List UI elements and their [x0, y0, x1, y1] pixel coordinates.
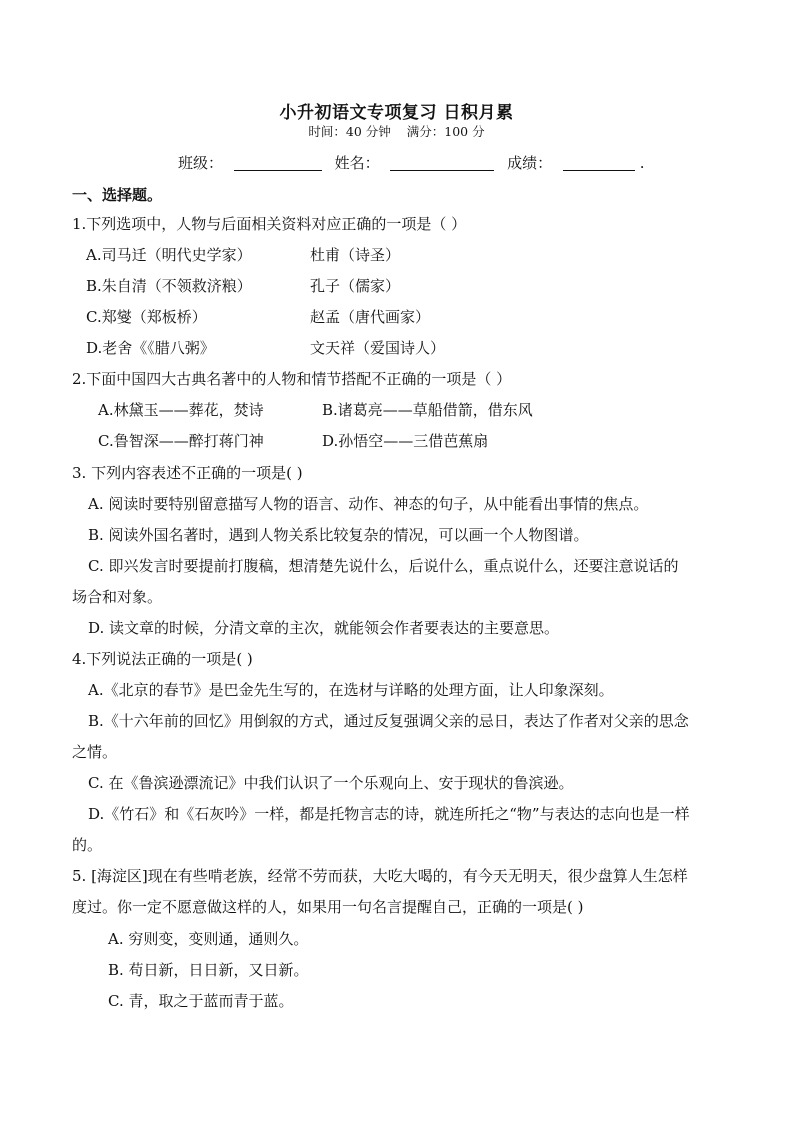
q3-option-d: D. 读文章的时候，分清文章的主次，就能领会作者要表达的主要意思。	[88, 619, 560, 637]
q3-stem: 3. 下列内容表述不正确的一项是( )	[72, 464, 303, 482]
page-title: 小升初语文专项复习 日积月累	[279, 103, 514, 123]
student-info-row	[178, 152, 645, 173]
q4-option-d: D.《竹石》和《石灰吟》一样，都是托物言志的诗，就连所托之“物”与表达的志向也是一样	[88, 805, 690, 823]
q4-stem: 4.下列说法正确的一项是( )	[72, 650, 253, 668]
q1-option-c-right: 赵孟（唐代画家）	[310, 308, 431, 326]
q5-option-b: B. 苟日新，日日新，又日新。	[108, 961, 309, 979]
full-score: 满分：100 分	[406, 124, 485, 139]
q5-option-c: C. 青，取之于蓝而青于蓝。	[108, 992, 294, 1010]
q2-stem: 2.下面中国四大古典名著中的人物和情节搭配不正确的一项是（ ）	[72, 370, 512, 388]
q3-option-a: A. 阅读时要特别留意描写人物的语言、动作、神态的句子，从中能看出事情的焦点。	[88, 495, 649, 513]
q1-option-a: A.司马迁（明代史学家）	[86, 246, 252, 264]
time-limit: 时间：40 分钟	[308, 124, 391, 139]
q1-option-c: C.郑燮（郑板桥）	[86, 308, 207, 326]
q2-option-b: B.诸葛亮——草船借箭，借东风	[322, 401, 533, 419]
name-label: 姓名：	[334, 154, 380, 172]
class-label: 班级：	[178, 154, 224, 172]
q1-option-b-right: 孔子（儒家）	[310, 277, 401, 295]
q4-option-c: C. 在《鲁滨逊漂流记》中我们认识了一个乐观向上、安于现状的鲁滨逊。	[88, 774, 574, 792]
q4-option-b: B.《十六年前的回忆》用倒叙的方式，通过反复强调父亲的忌日，表达了作者对父亲的思念	[88, 712, 689, 730]
q2-option-a: A.林黛玉——葬花，焚诗	[98, 401, 264, 419]
grade-label: 成绩：	[507, 154, 553, 172]
grade-blank[interactable]	[563, 154, 635, 171]
q3-option-c: C. 即兴发言时要提前打腹稿，想清楚先说什么，后说什么，重点说什么，还要注意说话的	[88, 557, 679, 575]
q4-option-b-cont: 之情。	[72, 743, 118, 761]
q1-stem: 1.下列选项中，人物与后面相关资料对应正确的一项是（ ）	[72, 215, 467, 233]
exam-meta	[0, 122, 793, 140]
q4-option-a: A.《北京的春节》是巴金先生写的，在选材与详略的处理方面，让人印象深刻。	[88, 681, 614, 699]
info-end: .	[639, 154, 645, 172]
q2-option-c: C.鲁智深——醉打蒋门神	[98, 432, 264, 450]
q1-option-a-right: 杜甫（诗圣）	[310, 246, 401, 264]
q5-stem-cont: 度过。你一定不愿意做这样的人，如果用一句名言提醒自己，正确的一项是( )	[72, 898, 584, 916]
q1-option-d-right: 文天祥（爱国诗人）	[310, 339, 446, 357]
q3-option-c-cont: 场合和对象。	[72, 588, 163, 606]
q4-option-d-cont: 的。	[72, 836, 103, 854]
class-blank[interactable]	[234, 154, 322, 171]
q2-option-d: D.孙悟空——三借芭蕉扇	[322, 432, 489, 450]
q3-option-b: B. 阅读外国名著时，遇到人物关系比较复杂的情况，可以画一个人物图谱。	[88, 526, 589, 544]
q1-option-d: D.老舍《《腊八粥》	[86, 339, 215, 357]
q5-stem: 5. [海淀区]现在有些啃老族，经常不劳而获，大吃大喝的，有今天无明天，很少盘算人生怎样	[72, 867, 688, 885]
q1-option-b: B.朱自清（不领救济粮）	[86, 277, 252, 295]
name-blank[interactable]	[390, 154, 494, 171]
section-title: 一、选择题。	[72, 186, 163, 204]
q5-option-a: A. 穷则变，变则通，通则久。	[108, 930, 309, 948]
